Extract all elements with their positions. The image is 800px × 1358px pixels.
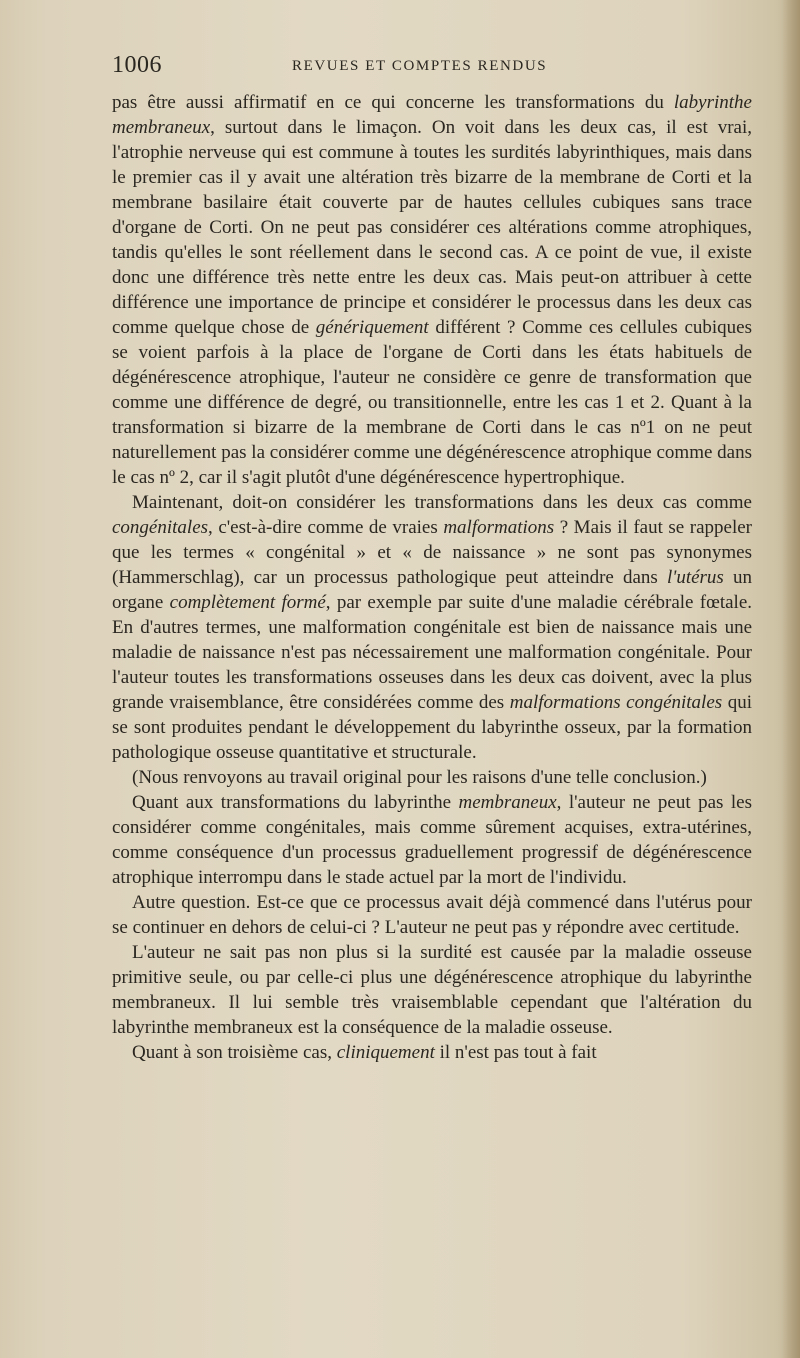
paragraph: [112, 1040, 752, 1065]
page-header: [112, 52, 752, 86]
paragraph: [112, 490, 752, 765]
text-run: L'auteur ne sait pas non plus si la surdité est causée par la maladie osseuse primitive seule, ou par celle-ci plus une dégénérescence atrophique du labyrinthe membraneux. Il lui semble très vraisemblable cependant que l'altération du labyrinthe membraneux est la conséquence de la maladie osseuse.: [112, 942, 752, 1038]
text-run: pas être aussi affirmatif en ce qui concerne les transformations du: [112, 92, 674, 113]
text-run: (Nous renvoyons au travail original pour les raisons d'une telle conclusion.): [132, 767, 707, 788]
running-head: REVUES ET COMPTES RENDUS: [292, 58, 548, 74]
paragraph: [112, 765, 752, 790]
italic-text-run: labyrinthe membraneux: [112, 92, 752, 138]
text-run: Quant aux transformations du labyrinthe: [132, 792, 459, 813]
italic-text-run: membraneux: [458, 792, 557, 813]
text-run: , c'est-à-dire comme de vraies: [208, 517, 444, 538]
italic-text-run: complètement formé: [169, 592, 326, 613]
text-run: Autre question. Est-ce que ce processus avait déjà commencé dans l'utérus pour se continuer en dehors de celui-ci ? L'auteur ne peut pas y répondre avec certitude.: [112, 892, 752, 938]
italic-text-run: l'utérus: [666, 567, 724, 588]
paragraph: [112, 90, 752, 490]
italic-text-run: cliniquement: [336, 1042, 435, 1063]
text-run: , surtout dans le limaçon. On voit dans les deux cas, il est vrai, l'atrophie nerveuse qui est commune à toutes les surdités labyrinthiques, mais dans le premier cas il y avait une altération très bizarre de la membrane de Corti et la membrane basilaire était couverte par de hautes cellules cubiques sans trace d'organe de Corti. On ne peut pas considérer ces altérations comme atrophiques, tandis qu'elles le sont réellement dans le second cas. A ce point de vue, il existe donc une différence très nette entre les deux cas. Mais peut-on attribuer à cette différence une importance de principe et considérer le processus dans les deux cas comme quelque chose de: [112, 117, 752, 338]
text-run: , par exemple par suite d'une maladie cérébrale fœtale. En d'autres termes, une malformation congénitale est bien de naissance mais une maladie de naissance n'est pas nécessairement une malformation congénitale. Pour l'auteur toutes les transformations osseuses dans les deux cas doivent, avec la plus grande vraisemblance, être considérées comme des: [112, 592, 752, 713]
text-run: , l'auteur ne peut pas les considérer comme congénitales, mais comme sûrement acquises, extra-utérines, comme conséquence d'un processus graduellement progressif de dégénérescence atrophique interrompu dans le stade actuel par la mort de l'individu.: [112, 792, 752, 888]
text-run: différent ? Comme ces cellules cubiques se voient parfois à la place de l'organe de Corti dans les états habituels de dégénérescence atrophique, l'auteur ne considère ce genre de transformation que comme une différence de degré, ou transitionnelle, entre les cas 1 et 2. Quant à la transformation si bizarre de la membrane de Corti dans le cas nº1 on ne peut naturellement pas la considérer comme une dégénérescence atrophique comme dans le cas nº 2, car il s'agit plutôt d'une dégénérescence hypertrophique.: [112, 317, 752, 488]
italic-text-run: malformations: [443, 517, 555, 538]
paragraph: [112, 790, 752, 890]
paragraph: [112, 940, 752, 1040]
text-run: un organe: [112, 567, 752, 613]
body-text: [112, 90, 752, 1065]
text-run: ? Mais il faut se rappeler que les termes « congénital » et « de naissance » ne sont pas synonymes (Hammerschlag), car un processus pathologique peut atteindre dans: [112, 517, 753, 588]
text-run: Maintenant, doit-on considérer les transformations dans les deux cas comme: [132, 492, 752, 513]
page-number: 1006: [112, 52, 162, 78]
text-run: il n'est pas tout à fait: [434, 1042, 597, 1063]
paragraph: [112, 890, 752, 940]
page-edge-shadow: [782, 0, 800, 1358]
text-run: Quant à son troisième cas,: [132, 1042, 337, 1063]
italic-text-run: génériquement: [315, 317, 429, 338]
italic-text-run: malformations congénitales: [509, 692, 723, 713]
text-run: qui se sont produites pendant le développement du labyrinthe osseux, par la formation pathologique osseuse quantitative et structurale.: [112, 692, 752, 763]
italic-text-run: congénitales: [112, 517, 209, 538]
